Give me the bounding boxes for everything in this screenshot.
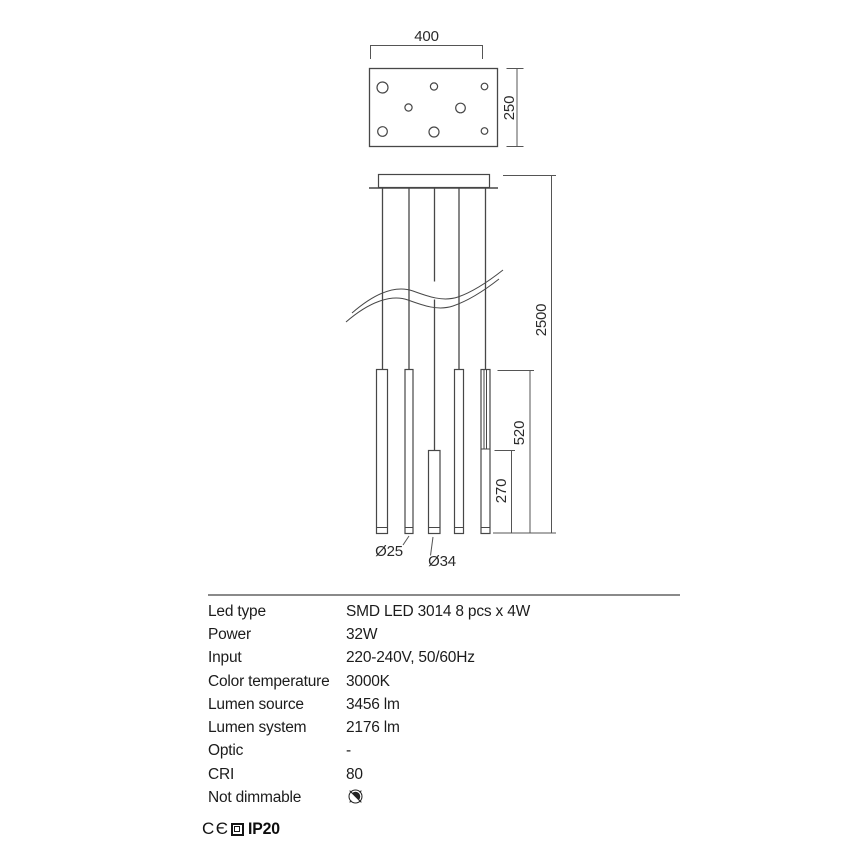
spec-label: Led type: [208, 602, 266, 620]
spec-label: CRI: [208, 765, 235, 783]
ce-mark: CЄ: [202, 819, 230, 838]
ip-rating-label: IP20: [247, 819, 280, 838]
certification-row: [202, 819, 281, 839]
table-row: [208, 600, 678, 623]
table-row: [208, 693, 678, 716]
diameter-34-label: Ø34: [428, 553, 456, 570]
plate-outline: [370, 69, 498, 147]
tube-4: [455, 370, 464, 534]
spec-label: Lumen source: [208, 695, 304, 713]
spec-value: -: [346, 742, 351, 760]
short-tube-dimension-label: 270: [492, 478, 510, 503]
spec-label: Color temperature: [208, 672, 330, 690]
canopy-box: [379, 175, 490, 188]
table-top-rule: [208, 594, 680, 596]
double-insulation-icon: [231, 823, 244, 836]
spec-value: 220-240V, 50/60Hz: [346, 649, 475, 667]
spec-label: Input: [208, 649, 242, 667]
spec-value: 3456 lm: [346, 695, 400, 713]
mounting-holes: [377, 82, 488, 137]
spec-value: [346, 785, 678, 811]
specification-table: [208, 600, 678, 810]
tube-3-short: [429, 451, 441, 534]
spec-label: Optic: [208, 742, 244, 760]
spec-value: SMD LED 3014 8 pcs x 4W: [346, 602, 531, 620]
width-dimension-line: [371, 46, 483, 60]
side-view-dimensions: [403, 176, 556, 556]
spec-label: Power: [208, 625, 251, 643]
suspension-cables: [383, 188, 486, 450]
length-break-curves: [346, 270, 503, 322]
table-row: [208, 716, 678, 739]
table-row: [208, 740, 678, 763]
table-row: [208, 763, 678, 786]
tube-1: [377, 370, 388, 534]
tube-5: [481, 370, 490, 534]
spec-value: 80: [346, 765, 363, 783]
top-view-plate: [370, 69, 498, 147]
table-row: [208, 670, 678, 693]
spec-value: 3000K: [346, 672, 390, 690]
spec-value: 32W: [346, 625, 378, 643]
table-row: [208, 623, 678, 646]
light-tubes: [377, 370, 491, 534]
spec-label: Not dimmable: [208, 789, 302, 807]
side-view-pendant: [346, 175, 503, 534]
table-row: [208, 786, 678, 809]
tube-2: [405, 370, 413, 534]
overall-drop-dimension-label: 2500: [532, 303, 550, 337]
table-row: [208, 647, 678, 670]
width-dimension-label: 400: [414, 28, 439, 45]
spec-label: Lumen system: [208, 719, 307, 737]
diameter-25-label: Ø25: [375, 543, 403, 560]
spec-value: 2176 lm: [346, 719, 400, 737]
long-tube-dimension-label: 520: [511, 420, 528, 446]
not-dimmable-icon: [346, 787, 365, 811]
diameter-25-leader-line: [403, 536, 409, 545]
height-dimension-label: 250: [501, 95, 518, 120]
